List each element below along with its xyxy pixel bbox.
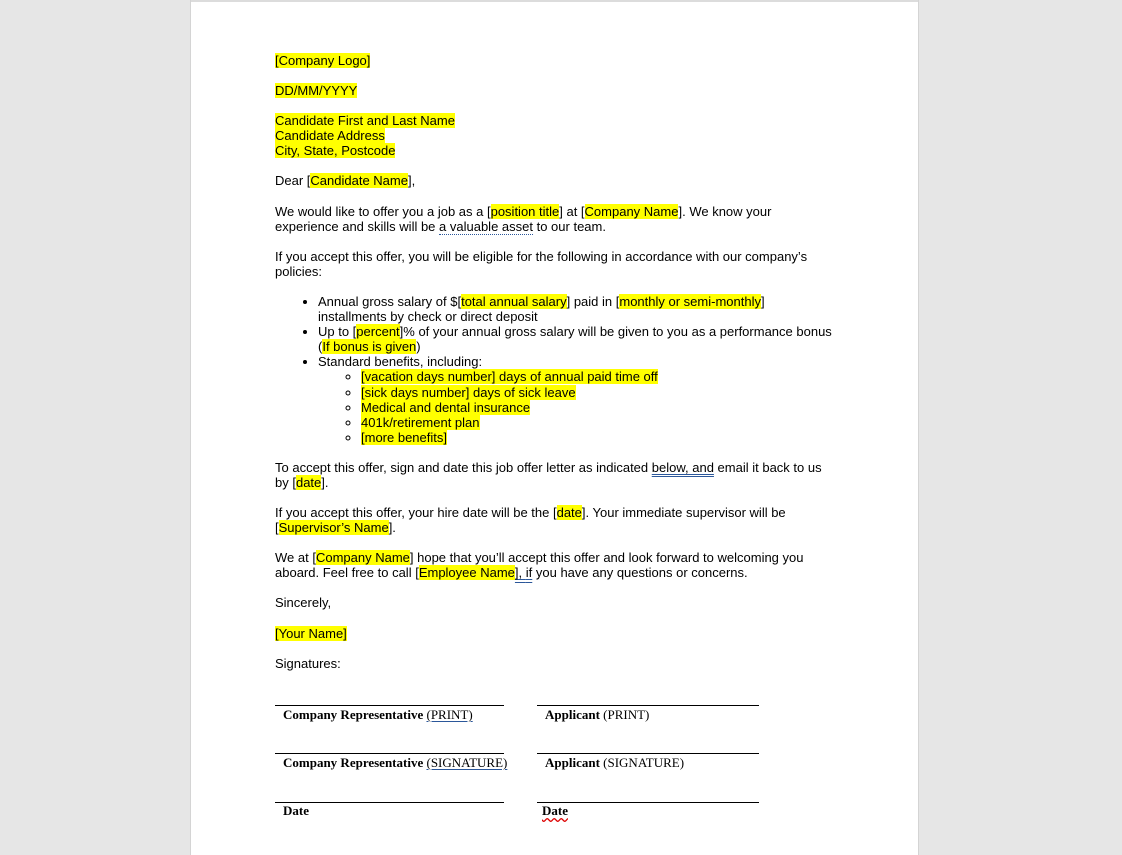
applicant-print-label: Applicant (PRINT): [545, 707, 650, 722]
greeting: Dear [Candidate Name],: [275, 173, 416, 189]
sender-name: [Your Name]: [275, 625, 347, 641]
list-item: ◦ [vacation days number] days of annual paid time off: [361, 369, 835, 384]
applicant-date-line[interactable]: [537, 802, 759, 803]
document-page[interactable]: [190, 0, 919, 855]
signature-block: [275, 696, 775, 836]
welcome-paragraph: We at [Company Name] hope that you’ll accept this offer and look forward to welcoming you aboard. Feel free to call [Employee Name], if you have any questions or concerns.: [275, 550, 804, 581]
applicant-signature-line[interactable]: [537, 753, 759, 754]
offer-paragraph: We would like to offer you a job as a [position title] at [Company Name]. We know your experience and skills will be a valuable asset to our team.: [275, 203, 772, 234]
letter-date: DD/MM/YYYY: [275, 83, 358, 99]
list-item: ◦ 401k/retirement plan: [361, 415, 835, 430]
signatures-heading: Signatures:: [275, 655, 341, 671]
hire-date-paragraph: If you accept this offer, your hire date will be the [date]. Your immediate supervisor will be [Supervisor’s Name].: [275, 505, 786, 536]
rep-date-label: Date: [283, 803, 309, 818]
page-top-border: [191, 0, 918, 2]
recipient-address: [275, 113, 835, 158]
standard-benefits-sublist: [318, 369, 835, 444]
benefits-list: [275, 294, 835, 445]
candidate-city: City, State, Postcode: [275, 143, 396, 159]
company-logo-placeholder: [Company Logo]: [275, 53, 371, 68]
list-item-bonus: • Up to [percent]% of your annual gross salary will be given to you as a performance bonus (If bonus is given): [318, 324, 835, 354]
applicant-date-label: Date: [542, 803, 568, 818]
rep-signature-line[interactable]: [275, 753, 504, 754]
list-item-standard-benefits: • Standard benefits, including: ◦ [vacation days number] days of annual paid time off ◦ [sick days number] days of sick leave ◦ Medical and dental insurance ◦ 401k/retirement plan ◦ [more benefits]: [318, 354, 835, 445]
rep-print-label: Company Representative (PRINT): [283, 707, 473, 722]
candidate-address: Candidate Address: [275, 128, 385, 144]
list-item: ◦ [more benefits]: [361, 430, 835, 445]
eligibility-paragraph: If you accept this offer, you will be eligible for the following in accordance with our company’s policies:: [275, 248, 808, 279]
applicant-print-line[interactable]: [537, 705, 759, 706]
closing: Sincerely,: [275, 595, 332, 611]
rep-date-line[interactable]: [275, 802, 504, 803]
applicant-signature-label: Applicant (SIGNATURE): [545, 755, 685, 770]
rep-signature-label: Company Representative (SIGNATURE): [283, 755, 508, 770]
list-item: ◦ [sick days number] days of sick leave: [361, 385, 835, 400]
letter-body[interactable]: [275, 53, 835, 686]
list-item-salary: • Annual gross salary of $[total annual salary] paid in [monthly or semi-monthly] installments by check or direct deposit: [318, 294, 835, 324]
candidate-name: Candidate First and Last Name: [275, 113, 455, 129]
rep-print-line[interactable]: [275, 705, 504, 706]
accept-paragraph: To accept this offer, sign and date this job offer letter as indicated below, and email it back to us by [date].: [275, 459, 822, 490]
list-item: ◦ Medical and dental insurance: [361, 400, 835, 415]
